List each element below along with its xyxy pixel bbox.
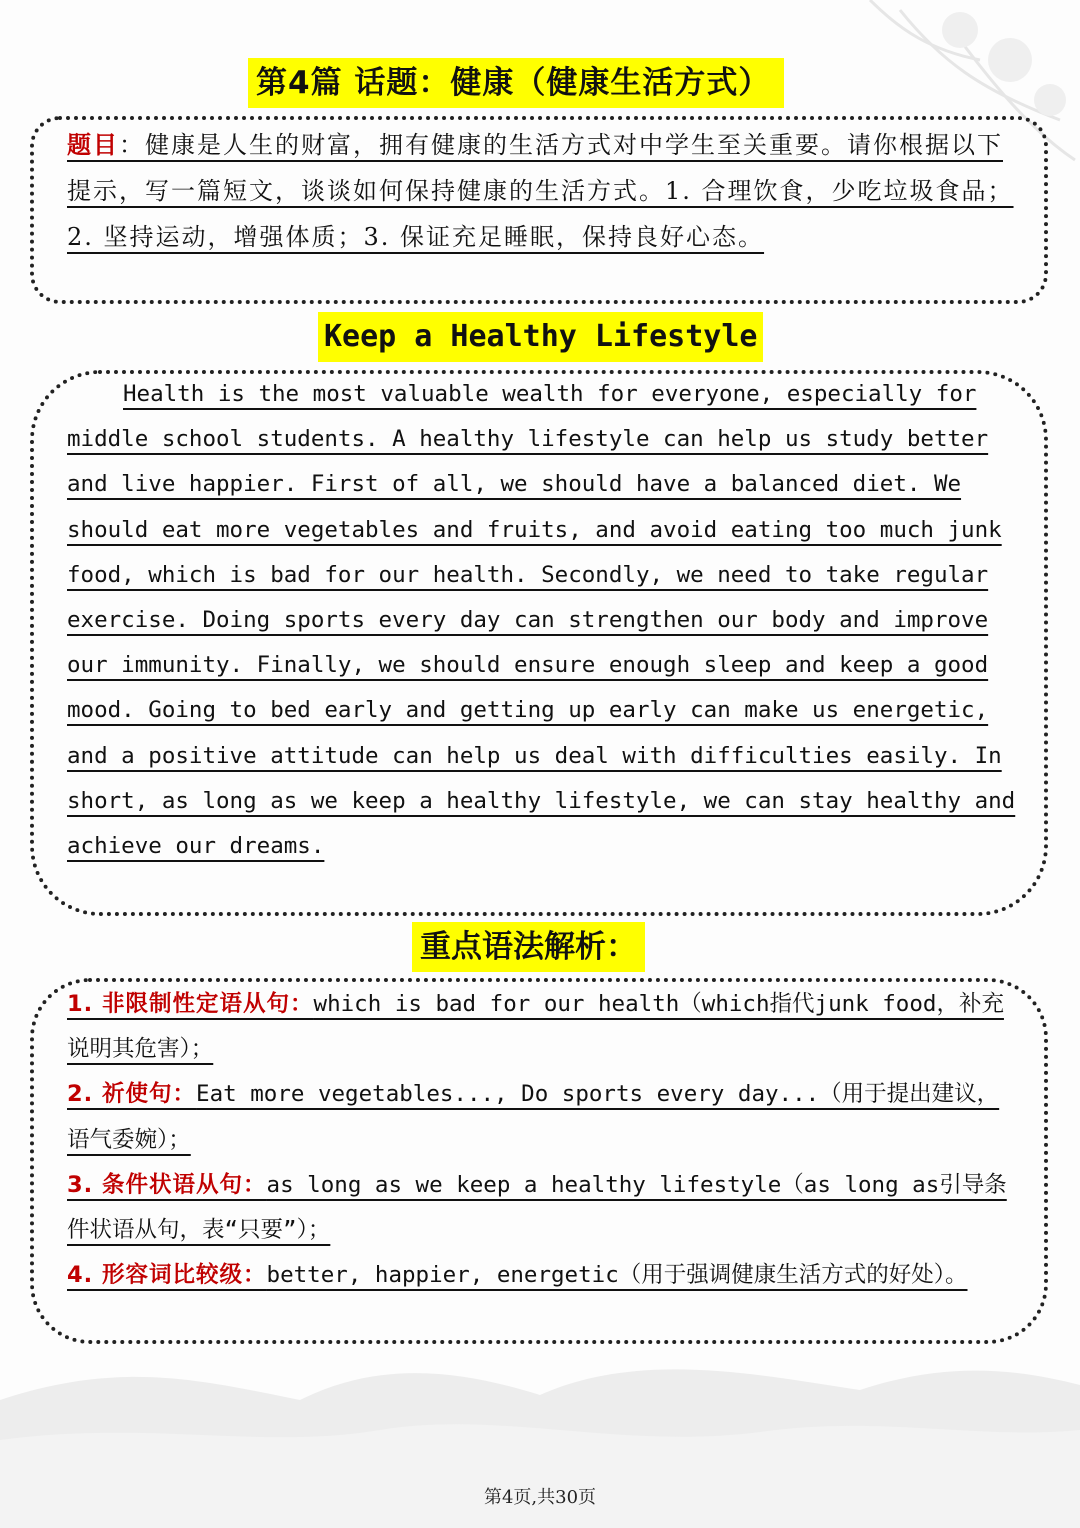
essay-text	[67, 372, 1017, 869]
grammar-title: 重点语法解析：	[412, 922, 645, 972]
page-number: 第4页,共30页	[483, 1487, 597, 1508]
grammar-item	[67, 1163, 1017, 1253]
prompt-body: ：健康是人生的财富，拥有健康的生活方式对中学生至关重要。请你根据以下提示，写一篇短文，谈谈如何保持健康的生活方式。1. 合理饮食，少吃垃圾食品；2. 坚持运动，增强体质；3. 保证充足睡眠，保持良好心态。	[67, 131, 1014, 251]
grammar-item	[67, 1253, 1017, 1298]
grammar-item	[67, 982, 1017, 1072]
grammar-item-text: better, happier, energetic（用于强调健康生活方式的好处）。	[266, 1262, 968, 1289]
grammar-item-label: 4. 形容词比较级：	[67, 1262, 267, 1289]
grammar-item-label: 1. 非限制性定语从句：	[67, 991, 314, 1017]
grammar-list	[67, 982, 1017, 1298]
page-title: 第4篇 话题：健康（健康生活方式）	[248, 58, 784, 108]
grammar-item-label: 2. 祈使句：	[67, 1081, 197, 1108]
grammar-item-text: Eat more vegetables..., Do sports every day...（用于提出建议，语气委婉）；	[67, 1081, 1000, 1153]
prompt-text	[67, 122, 1015, 260]
grammar-item-label: 3. 条件状语从句：	[67, 1171, 267, 1198]
grammar-item-text: which is bad for our health（which指代junk food，补充说明其危害）；	[67, 991, 1004, 1063]
grammar-item	[67, 1072, 1017, 1162]
essay-title: Keep a Healthy Lifestyle	[318, 312, 763, 362]
grammar-item-text: as long as we keep a healthy lifestyle（as long as引导条件状语从句，表“只要”）；	[67, 1171, 1007, 1244]
essay-body: Health is the most valuable wealth for everyone, especially for middle school students. A healthy lifestyle can help us study better and live happier. First of all, we should have a balanced diet. We should eat more vegetables and fruits, and avoid eating too much junk food, which is bad for our health. Secondly, we need to take regular exercise. Doing sports every day can strengthen our body and improve our immunity. Finally, we should ensure enough sleep and keep a good mood. Going to bed early and getting up early can make us energetic, and a positive attitude can help us deal with difficulties easily. In short, as long as we keep a healthy lifestyle, we can stay healthy and achieve our dreams.	[67, 381, 1016, 860]
prompt-label: 题目	[67, 130, 119, 159]
